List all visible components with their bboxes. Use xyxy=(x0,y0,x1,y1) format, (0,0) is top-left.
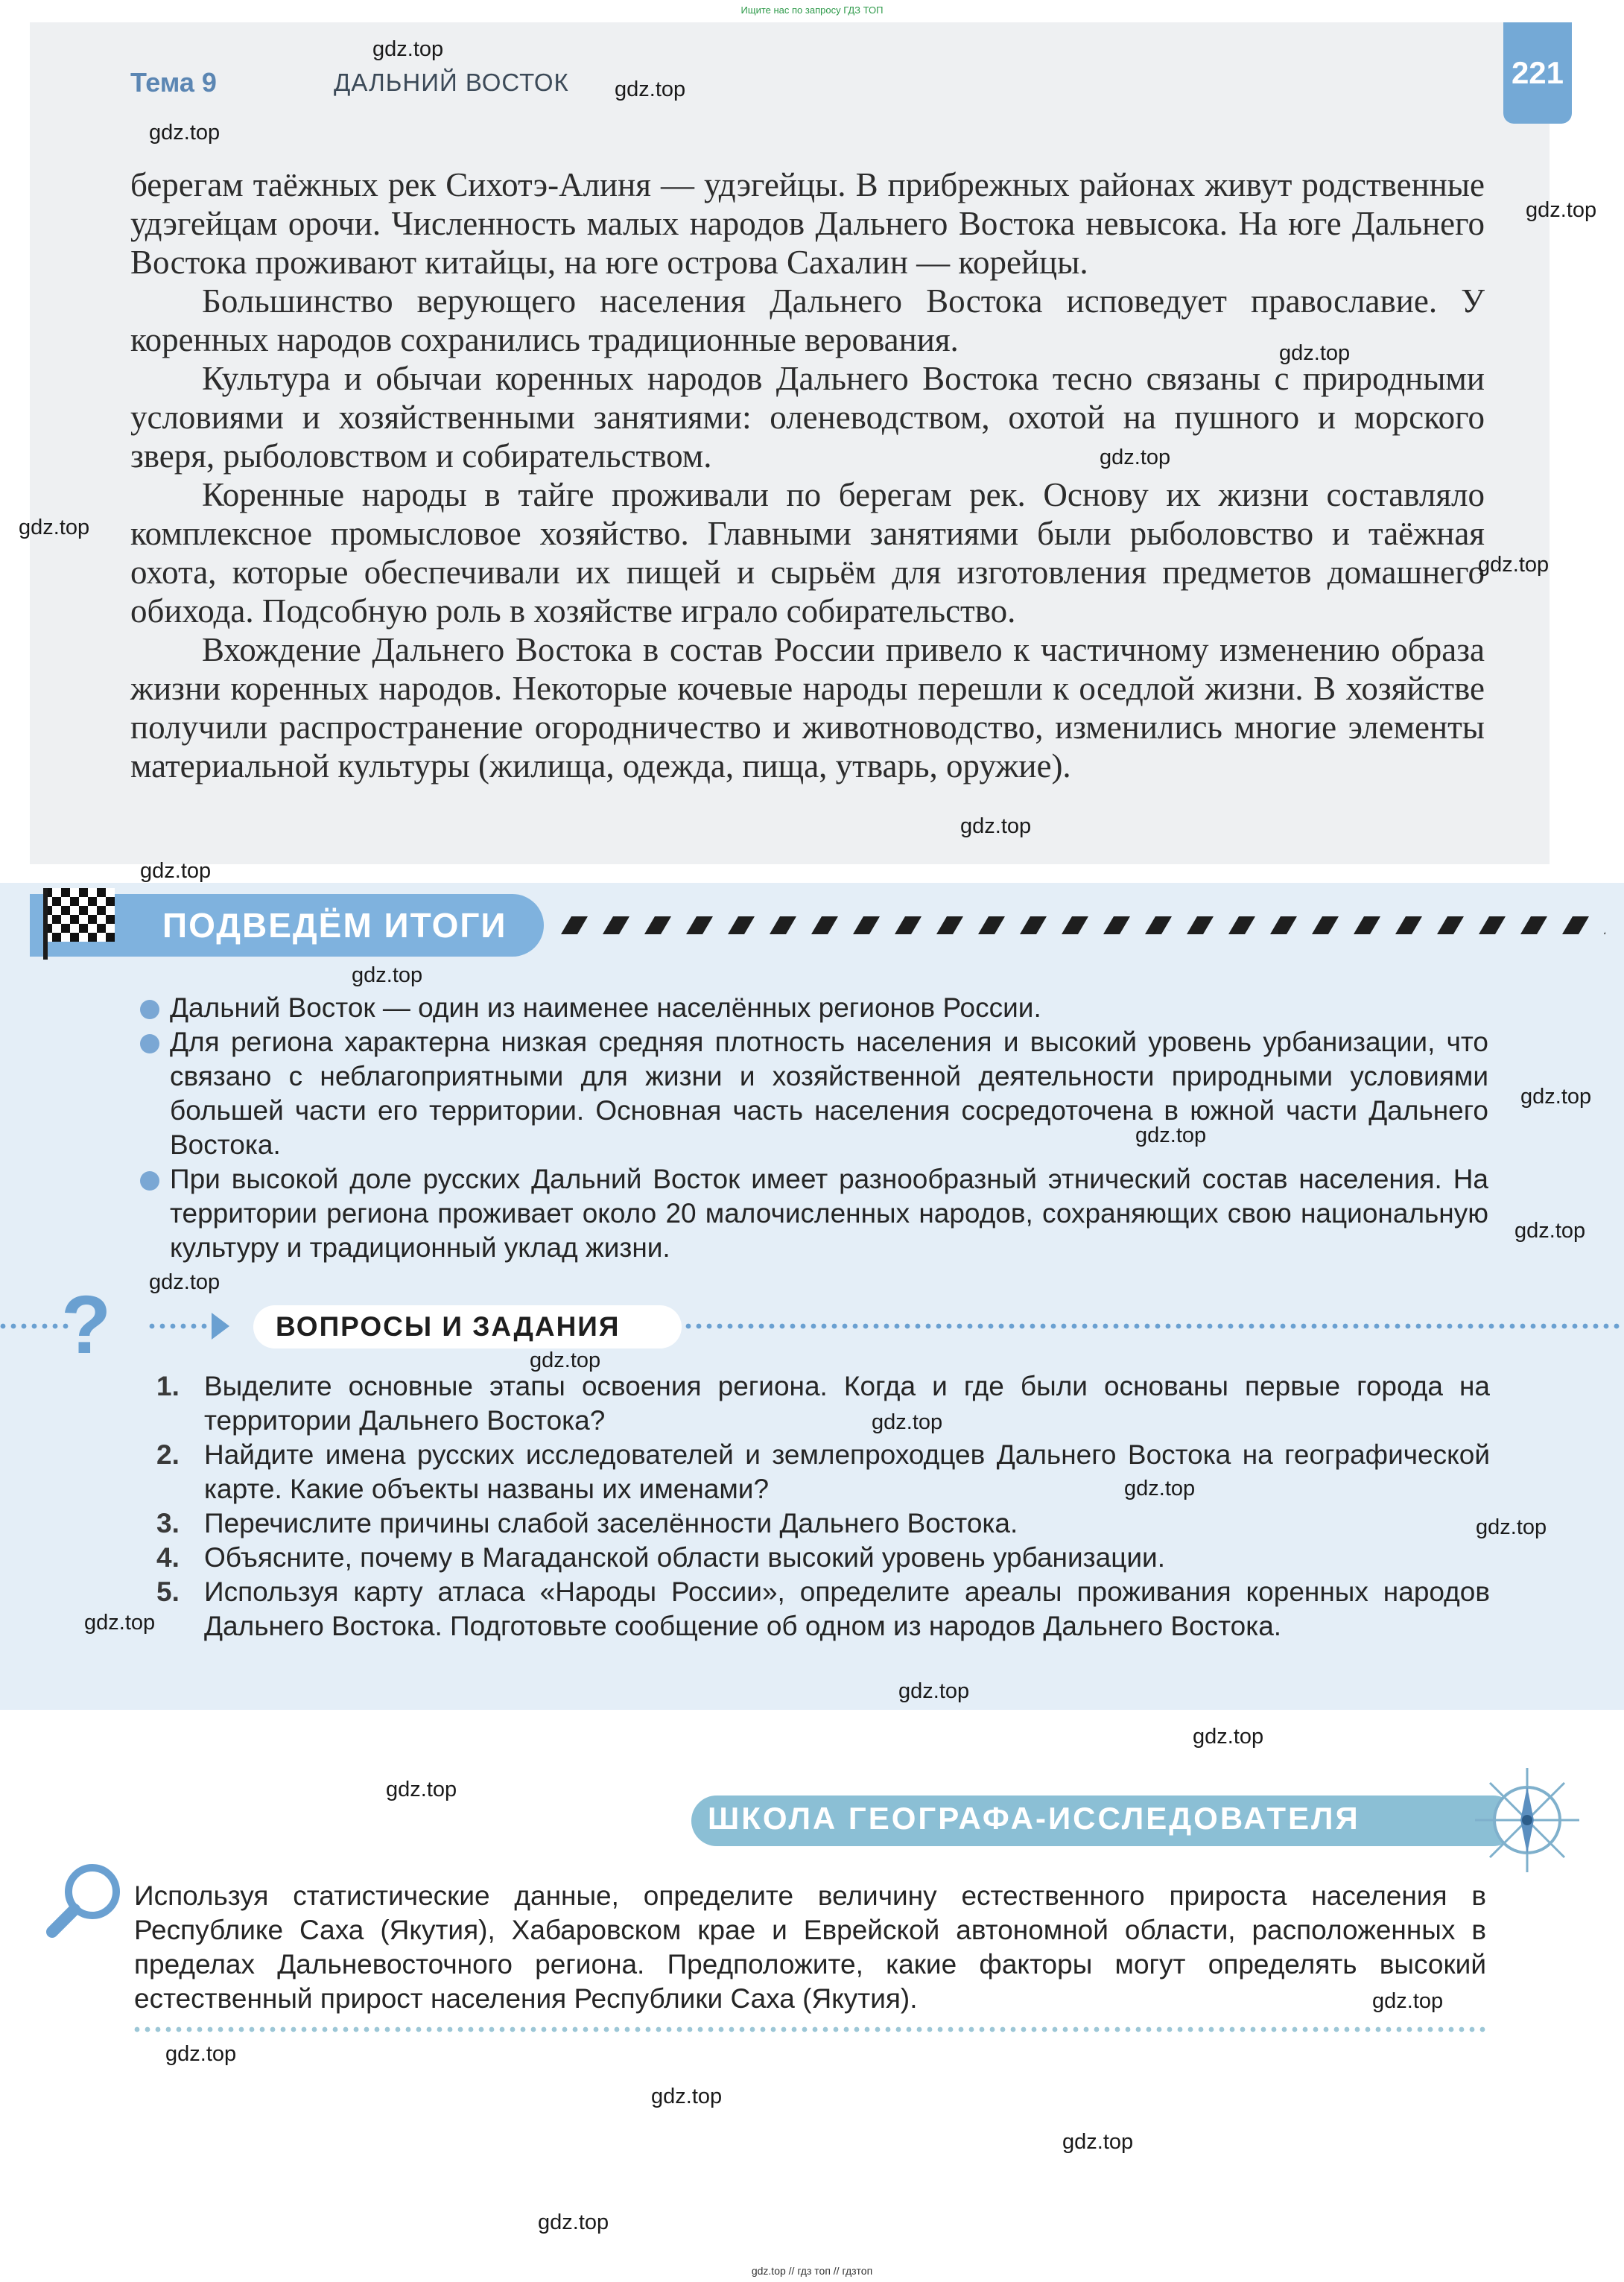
topic-title: ДАЛЬНИЙ ВОСТОК xyxy=(334,69,569,96)
watermark: gdz.top xyxy=(352,963,423,987)
summary-item xyxy=(170,991,1488,1025)
watermark: gdz.top xyxy=(149,1270,221,1294)
question-text: Перечислите причины слабой заселённости Дальнего Востока. xyxy=(204,1508,1018,1538)
watermark: gdz.top xyxy=(1100,446,1171,469)
watermark: gdz.top xyxy=(1062,2130,1134,2154)
topic-number: Тема 9 xyxy=(130,67,217,98)
question-text: Используя карту атласа «Народы России», определите ареалы проживания коренных народов Дальнего Востока. Подготовьте сообщение об одном из народов Дальнего Востока. xyxy=(204,1576,1490,1641)
dashed-divider xyxy=(555,915,1605,936)
question-text: Объясните, почему в Магаданской области высокий уровень урбанизации. xyxy=(204,1542,1165,1573)
question-text: Найдите имена русских исследователей и землепроходцев Дальнего Востока на географической карте. Какие объекты названы их именами? xyxy=(204,1439,1490,1504)
page-number: 221 xyxy=(1503,22,1572,124)
watermark: gdz.top xyxy=(898,1679,970,1703)
bullet-icon xyxy=(140,1000,159,1019)
watermark: gdz.top xyxy=(1124,1477,1196,1500)
summary-item xyxy=(170,1025,1488,1162)
watermark: gdz.top xyxy=(538,2210,609,2234)
summary-item-text: Для региона характерна низкая средняя плотность населения и высокий уровень урбанизации, что связано с неблагоприятными для жизни и хозяйственной деятельности природными условиями большей части его территории. Основная часть населения сосредоточена в южной части Дальнего Востока. xyxy=(170,1027,1488,1160)
questions-title: ВОПРОСЫ И ЗАДАНИЯ xyxy=(276,1311,621,1342)
watermark: gdz.top xyxy=(530,1348,601,1372)
dotted-line xyxy=(0,1323,71,1329)
question-item xyxy=(156,1438,1490,1506)
compass-icon xyxy=(1471,1764,1583,1876)
summary-title: ПОДВЕДЁМ ИТОГИ xyxy=(162,906,507,945)
watermark: gdz.top xyxy=(149,121,221,145)
watermark: gdz.top xyxy=(19,516,90,539)
main-text xyxy=(130,165,1485,785)
question-item xyxy=(156,1369,1490,1438)
dotted-line xyxy=(149,1323,218,1329)
summary-list xyxy=(170,991,1488,1265)
school-title: ШКОЛА ГЕОГРАФА-ИССЛЕДОВАТЕЛЯ xyxy=(708,1801,1360,1836)
paragraph: берегам таёжных рек Сихотэ-Алиня — удэгейцы. В прибрежных районах живут родственные удэгейцам орочи. Численность малых народов Дальнего Востока невысока. На юге Дальнего Востока проживают китайцы, на юге острова Сахалин — корейцы. xyxy=(130,166,1485,281)
paragraph: Коренные народы в тайге проживали по берегам рек. Основу их жизни составляло комплексное промысловое хозяйство. Главными занятиями были рыболовство и таёжная охота, которые обеспечивали их пищей и сырьём для изготовления предметов домашнего обихода. Подсобную роль в хозяйстве играло собирательство. xyxy=(130,476,1485,630)
watermark: gdz.top xyxy=(1526,198,1597,222)
watermark: gdz.top xyxy=(1478,553,1550,577)
paragraph: Культура и обычаи коренных народов Дальнего Востока тесно связаны с природными условиями и хозяйственными занятиями: оленеводством, охотой на пушного и морского зверя, рыболовством и собирательством. xyxy=(130,360,1485,475)
summary-item-text: При высокой доле русских Дальний Восток имеет разнообразный этнический состав населения. На территории региона проживает около 20 малочисленных народов, сохраняющих свою национальную культуру и традиционный уклад жизни. xyxy=(170,1164,1488,1263)
question-number: 2. xyxy=(156,1439,180,1470)
question-text: Выделите основные этапы освоения региона. Когда и где были основаны первые города на территории Дальнего Востока? xyxy=(204,1371,1490,1436)
paragraph: Большинство верующего населения Дальнего Востока исповедует православие. У коренных народов сохранились традиционные верования. xyxy=(130,282,1485,358)
school-task-text: Используя статистические данные, определите величину естественного прироста населения в Республике Саха (Якутия), Хабаровском крае и Еврейской автономной области, расположенных в пределах Дальневосточного региона. Предположите, какие факторы могут определять высокий естественный прирост населения Республики Саха (Якутия). xyxy=(134,1880,1486,2014)
watermark: gdz.top xyxy=(1279,341,1351,365)
bottom-note: gdz.top // гдз топ // гдзтоп xyxy=(751,2265,873,2277)
watermark: gdz.top xyxy=(1520,1085,1592,1109)
question-number: 1. xyxy=(156,1371,180,1401)
flag-pole xyxy=(43,888,48,960)
top-search-note: Ищите нас по запросу ГДЗ ТОП xyxy=(740,4,884,16)
question-number: 3. xyxy=(156,1508,180,1538)
paragraph: Вхождение Дальнего Востока в состав России привело к частичному изменению образа жизни коренных народов. Некоторые кочевые народы перешли к оседлой жизни. В хозяйстве получили распространение огородничество и животноводство, изменились многие элементы материальной культуры (жилища, одежда, пища, утварь, оружие). xyxy=(130,631,1485,785)
watermark: gdz.top xyxy=(1135,1123,1207,1147)
summary-item-text: Дальний Восток — один из наименее населённых регионов России. xyxy=(170,992,1041,1023)
watermark: gdz.top xyxy=(165,2042,237,2066)
watermark: gdz.top xyxy=(372,37,444,61)
questions-list xyxy=(156,1369,1490,1644)
summary-item xyxy=(170,1162,1488,1265)
question-item xyxy=(156,1575,1490,1644)
dotted-line xyxy=(685,1323,1624,1329)
question-item xyxy=(156,1541,1490,1575)
checkered-flag-icon xyxy=(43,888,115,942)
watermark: gdz.top xyxy=(872,1410,943,1434)
arrow-right-icon xyxy=(212,1313,229,1340)
watermark: gdz.top xyxy=(386,1778,457,1801)
bullet-icon xyxy=(140,1171,159,1191)
question-number: 4. xyxy=(156,1542,180,1573)
watermark: gdz.top xyxy=(960,814,1032,838)
question-item xyxy=(156,1506,1490,1541)
watermark: gdz.top xyxy=(84,1611,156,1635)
watermark: gdz.top xyxy=(140,859,212,883)
watermark: gdz.top xyxy=(1514,1219,1586,1243)
watermark: gdz.top xyxy=(615,77,686,101)
question-number: 5. xyxy=(156,1576,180,1607)
watermark: gdz.top xyxy=(1372,1989,1444,2013)
magnifier-icon xyxy=(45,1859,127,1941)
watermark: gdz.top xyxy=(1476,1515,1547,1539)
dotted-line xyxy=(134,2026,1490,2032)
bullet-icon xyxy=(140,1034,159,1053)
question-mark-icon: ? xyxy=(61,1279,112,1371)
watermark: gdz.top xyxy=(651,2085,723,2108)
watermark: gdz.top xyxy=(1193,1725,1264,1749)
